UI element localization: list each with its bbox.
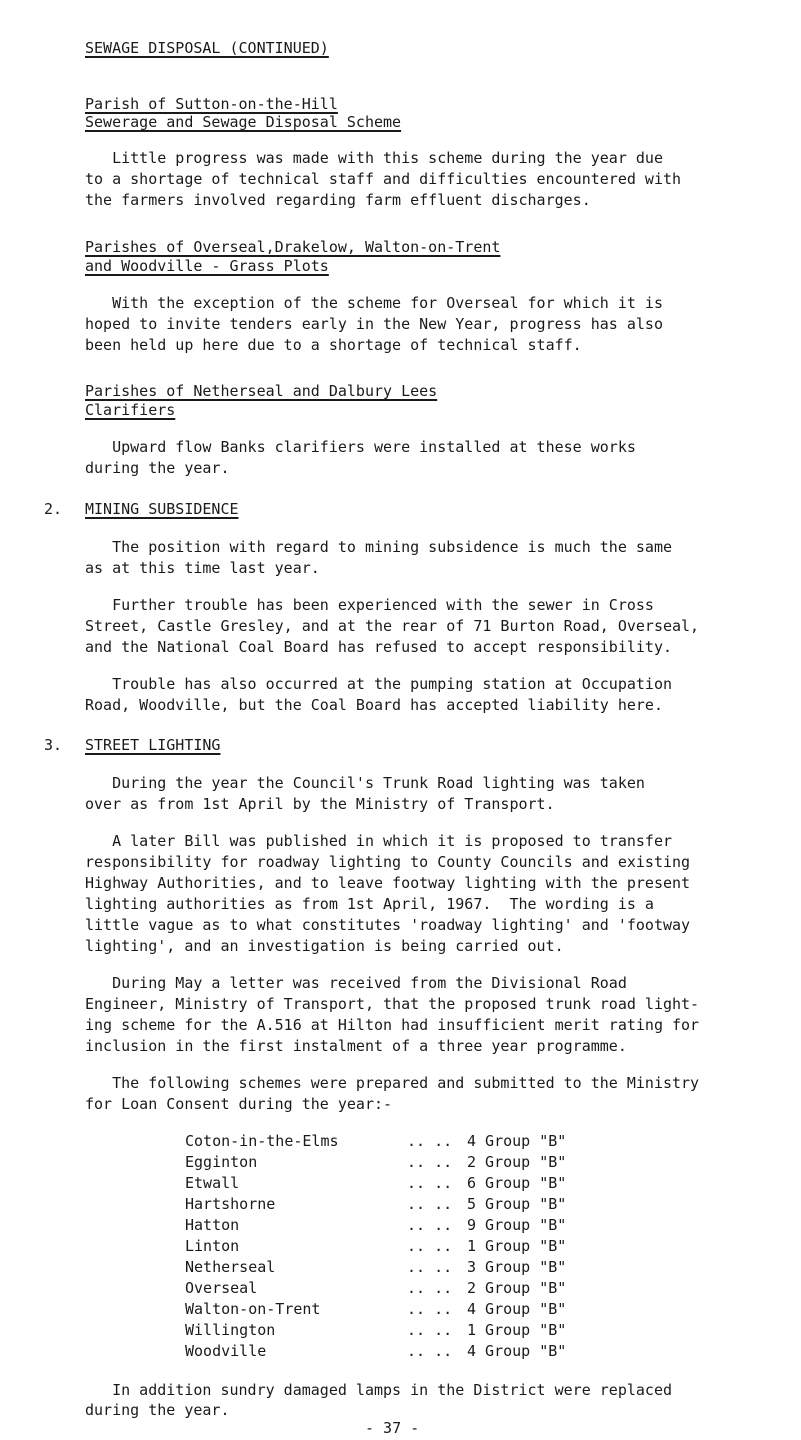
scheme-row [185, 1278, 585, 1298]
overseal-body-line-2: hoped to invite tenders early in the New Year, progress has also [85, 315, 663, 333]
mining-para2-line-3: and the National Coal Board has refused to accept responsibility. [85, 638, 672, 656]
lighting-para2-line-1: A later Bill was published in which it is proposed to transfer [85, 832, 672, 850]
mining-para3-line-1: Trouble has also occurred at the pumping station at Occupation [85, 675, 672, 693]
scheme-row [185, 1320, 585, 1340]
scheme-row [185, 1131, 585, 1151]
scheme-parish: Coton-in-the-Elms [185, 1132, 339, 1150]
scheme-row [185, 1299, 585, 1319]
section-3-title: STREET LIGHTING [85, 736, 221, 754]
leader-dots: .. .. [407, 1279, 453, 1297]
leader-dots: .. .. [407, 1321, 453, 1339]
scheme-group: 4 Group "B" [467, 1342, 567, 1360]
section-2-number: 2. [44, 500, 63, 518]
scheme-group: 3 Group "B" [467, 1258, 567, 1276]
lighting-para4-line-2: for Loan Consent during the year:- [85, 1095, 393, 1113]
scheme-parish: Egginton [185, 1153, 258, 1171]
scheme-parish: Willington [185, 1321, 276, 1339]
sutton-body-line-3: the farmers involved regarding farm effluent discharges. [85, 191, 591, 209]
netherseal-heading-line-2: Clarifiers [85, 401, 176, 419]
lighting-para3-line-1: During May a letter was received from the Divisional Road [85, 974, 627, 992]
leader-dots: .. .. [407, 1237, 453, 1255]
scheme-parish: Hatton [185, 1216, 240, 1234]
scheme-row [185, 1194, 585, 1214]
page-title: SEWAGE DISPOSAL (CONTINUED) [85, 39, 329, 57]
section-2-title: MINING SUBSIDENCE [85, 500, 239, 518]
scheme-row [185, 1341, 585, 1361]
overseal-body-line-3: been held up here due to a shortage of technical staff. [85, 336, 582, 354]
leader-dots: .. .. [407, 1258, 453, 1276]
leader-dots: .. .. [407, 1174, 453, 1192]
overseal-heading-line-1: Parishes of Overseal,Drakelow, Walton-on-Trent [85, 238, 501, 256]
scheme-row [185, 1215, 585, 1235]
lighting-para2-line-5: little vague as to what constitutes 'roadway lighting' and 'footway [85, 916, 691, 934]
scheme-parish: Overseal [185, 1279, 258, 1297]
scheme-row [185, 1257, 585, 1277]
scheme-parish: Netherseal [185, 1258, 276, 1276]
scheme-row [185, 1152, 585, 1172]
mining-para1-line-1: The position with regard to mining subsidence is much the same [85, 538, 672, 556]
lighting-para2-line-2: responsibility for roadway lighting to County Councils and existing [85, 853, 691, 871]
scheme-parish: Hartshorne [185, 1195, 276, 1213]
overseal-body-line-1: With the exception of the scheme for Overseal for which it is [85, 294, 663, 312]
lighting-para2-line-4: lighting authorities as from 1st April, 1967. The wording is a [85, 895, 654, 913]
lighting-para3-line-3: ing scheme for the A.516 at Hilton had insufficient merit rating for [85, 1016, 700, 1034]
overseal-heading-line-2: and Woodville - Grass Plots [85, 257, 329, 275]
mining-para3-line-2: Road, Woodville, but the Coal Board has accepted liability here. [85, 696, 663, 714]
lighting-para5-line-2: during the year. [85, 1401, 230, 1419]
leader-dots: .. .. [407, 1153, 453, 1171]
scheme-group: 4 Group "B" [467, 1132, 567, 1150]
lighting-para2-line-6: lighting', and an investigation is being carried out. [85, 937, 564, 955]
leader-dots: .. .. [407, 1342, 453, 1360]
scheme-group: 6 Group "B" [467, 1174, 567, 1192]
scheme-row [185, 1173, 585, 1193]
lighting-para5-line-1: In addition sundry damaged lamps in the District were replaced [85, 1381, 672, 1399]
lighting-para2-line-3: Highway Authorities, and to leave footway lighting with the present [85, 874, 691, 892]
mining-para1-line-2: as at this time last year. [85, 559, 320, 577]
scheme-group: 5 Group "B" [467, 1195, 567, 1213]
netherseal-body-line-1: Upward flow Banks clarifiers were installed at these works [85, 438, 636, 456]
lighting-para1-line-2: over as from 1st April by the Ministry of Transport. [85, 795, 555, 813]
netherseal-heading-line-1: Parishes of Netherseal and Dalbury Lees [85, 382, 438, 400]
page-number: - 37 - [365, 1419, 420, 1437]
sutton-body-line-2: to a shortage of technical staff and difficulties encountered with [85, 170, 682, 188]
scheme-group: 4 Group "B" [467, 1300, 567, 1318]
scheme-group: 9 Group "B" [467, 1216, 567, 1234]
mining-para2-line-2: Street, Castle Gresley, and at the rear of 71 Burton Road, Overseal, [85, 617, 700, 635]
scheme-group: 1 Group "B" [467, 1321, 567, 1339]
leader-dots: .. .. [407, 1300, 453, 1318]
lighting-para1-line-1: During the year the Council's Trunk Road lighting was taken [85, 774, 645, 792]
lighting-para3-line-2: Engineer, Ministry of Transport, that the proposed trunk road light- [85, 995, 700, 1013]
lighting-para3-line-4: inclusion in the first instalment of a three year programme. [85, 1037, 627, 1055]
scheme-parish: Woodville [185, 1342, 267, 1360]
scheme-parish: Etwall [185, 1174, 240, 1192]
scheme-parish: Walton-on-Trent [185, 1300, 321, 1318]
scheme-parish: Linton [185, 1237, 240, 1255]
sutton-heading-line-2: Sewerage and Sewage Disposal Scheme [85, 113, 402, 131]
leader-dots: .. .. [407, 1195, 453, 1213]
lighting-para4-line-1: The following schemes were prepared and submitted to the Ministry [85, 1074, 700, 1092]
scheme-group: 2 Group "B" [467, 1279, 567, 1297]
netherseal-body-line-2: during the year. [85, 459, 230, 477]
section-3-number: 3. [44, 736, 63, 754]
scheme-group: 2 Group "B" [467, 1153, 567, 1171]
scheme-group: 1 Group "B" [467, 1237, 567, 1255]
leader-dots: .. .. [407, 1132, 453, 1150]
mining-para2-line-1: Further trouble has been experienced with the sewer in Cross [85, 596, 654, 614]
sutton-body-line-1: Little progress was made with this scheme during the year due [85, 149, 663, 167]
leader-dots: .. .. [407, 1216, 453, 1234]
scheme-row [185, 1236, 585, 1256]
sutton-heading-line-1: Parish of Sutton-on-the-Hill [85, 95, 338, 113]
